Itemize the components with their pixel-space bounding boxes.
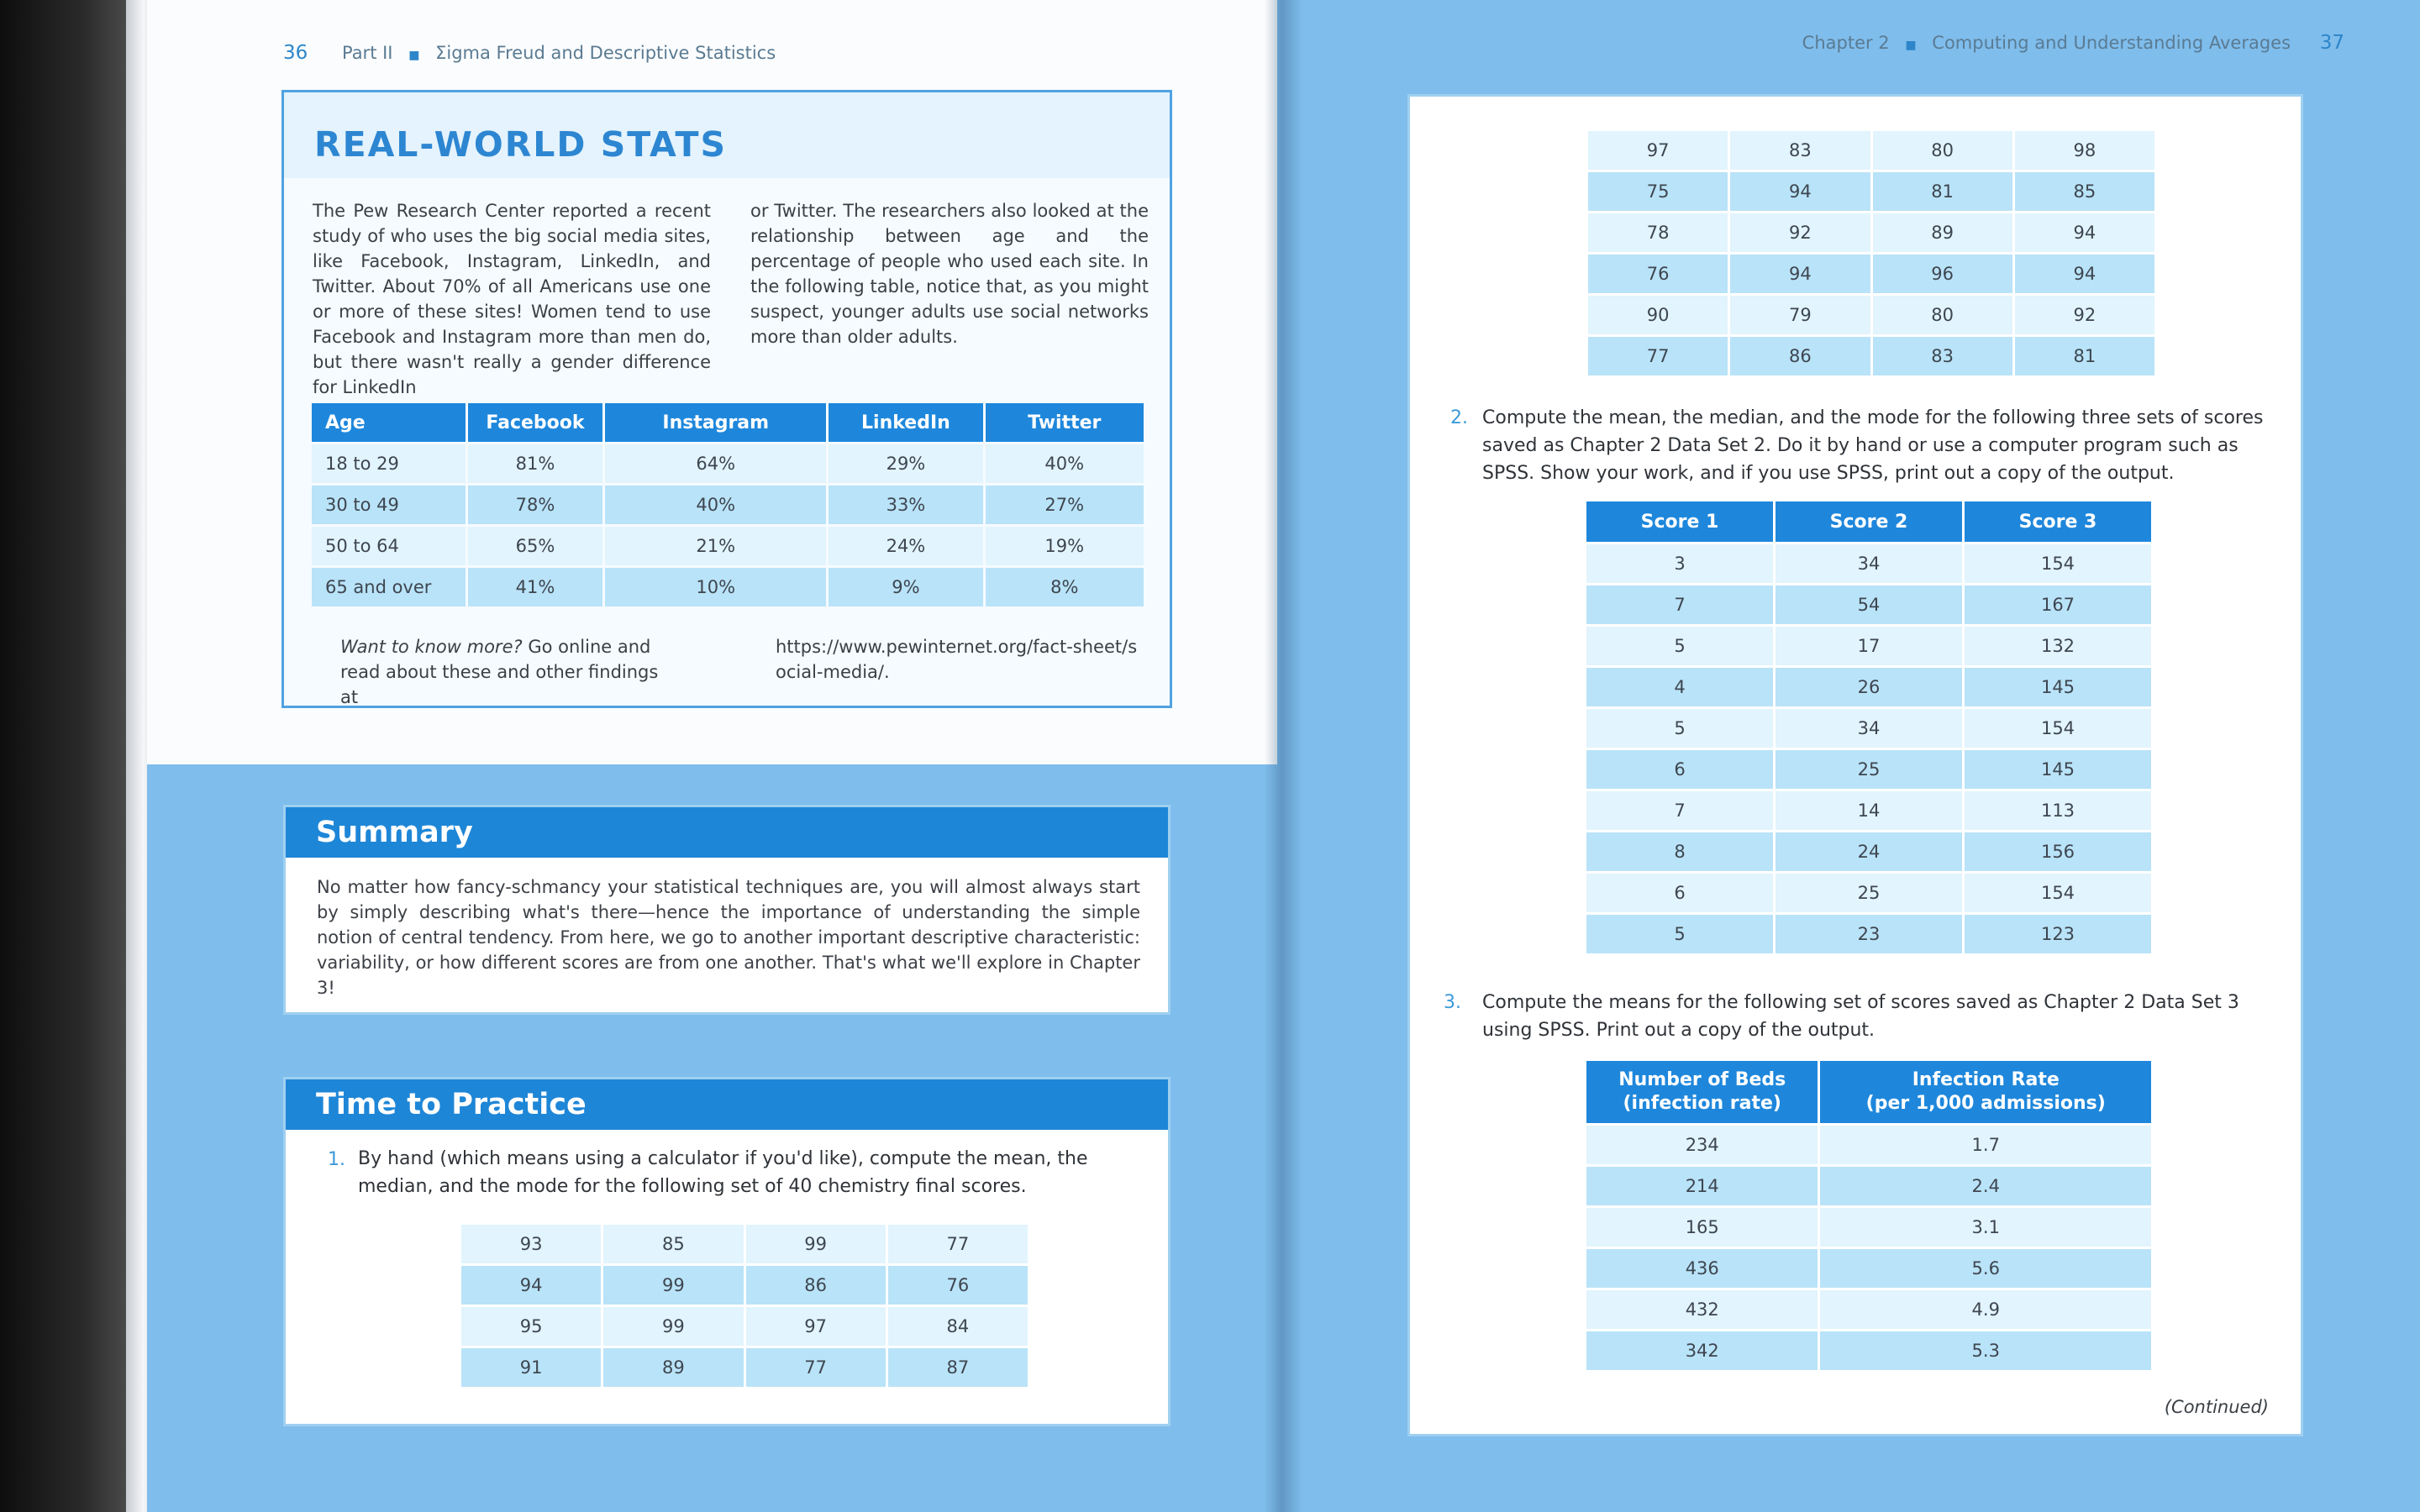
table-cell: 21% [605, 527, 826, 565]
table-cell: 86 [746, 1266, 886, 1305]
table-cell: 156 [1965, 832, 2151, 871]
table-cell: 165 [1586, 1208, 1818, 1247]
table-row [312, 444, 1144, 483]
table-cell: 145 [1965, 668, 2151, 706]
table-row [312, 527, 1144, 565]
rws-paragraph-right: or Twitter. The researchers also looked at the relationship between age and the percentage of people who used each site. In the following table, notice that, as you might suspect, younger adults use social networks more than older adults. [750, 201, 1149, 347]
table-cell: 33% [829, 486, 982, 524]
table-cell: 25 [1776, 874, 1962, 912]
table-cell: 154 [1965, 544, 2151, 583]
table-cell: 2.4 [1820, 1167, 2151, 1205]
table-row [1588, 255, 2154, 293]
col-header-infection-rate [1820, 1061, 2151, 1123]
col-header-instagram: Instagram [605, 403, 826, 442]
continued-label: (Continued) [2164, 1397, 2269, 1417]
table-cell: 80 [1873, 296, 2012, 334]
col-header-score-2: Score 2 [1776, 501, 1962, 542]
table-row [312, 568, 1144, 606]
table-cell: 18 to 29 [312, 444, 466, 483]
table-cell: 6 [1586, 874, 1773, 912]
table-cell: 77 [888, 1225, 1028, 1263]
table-cell: 91 [461, 1348, 601, 1387]
table-row [1586, 585, 2151, 624]
table-cell: 54 [1776, 585, 1962, 624]
table-cell: 4.9 [1820, 1290, 2151, 1329]
table-cell: 65 and over [312, 568, 466, 606]
left-page [147, 0, 1277, 1512]
table-cell: 26 [1776, 668, 1962, 706]
question-2-text: Compute the mean, the median, and the mode for the following three sets of scores saved as Chapter 2 Data Set 2. Do it by hand or use a computer program such as SPSS. Show your work, and if you use SPSS, print out a copy of the output. [1482, 407, 2264, 484]
table-cell: 99 [746, 1225, 886, 1263]
table-row [1586, 709, 2151, 748]
col-header-score-3: Score 3 [1965, 501, 2151, 542]
table-header-row [1586, 1061, 2151, 1123]
real-world-stats-box [281, 90, 1172, 708]
table-cell: 92 [2015, 296, 2154, 334]
table-cell: 94 [1730, 172, 1870, 211]
question-3-text: Compute the means for the following set of scores saved as Chapter 2 Data Set 3 using SPSS. Print out a copy of the output. [1482, 992, 2239, 1041]
table-cell: 34 [1776, 544, 1962, 583]
social-media-table [309, 401, 1146, 609]
table-cell: 5.6 [1820, 1249, 2151, 1288]
table-cell: 34 [1776, 709, 1962, 748]
chemistry-scores-table [459, 1222, 1030, 1389]
table-cell: 83 [1873, 337, 2012, 375]
table-cell: 78% [468, 486, 602, 524]
table-row [461, 1225, 1028, 1263]
table-cell: 98 [2015, 131, 2154, 170]
table-cell: 14 [1776, 791, 1962, 830]
table-cell: 7 [1586, 791, 1773, 830]
table-cell: 81% [468, 444, 602, 483]
table-cell: 123 [1965, 915, 2151, 953]
col-header-number-of-beds [1586, 1061, 1818, 1123]
table-cell: 432 [1586, 1290, 1818, 1329]
table-cell: 41% [468, 568, 602, 606]
table-cell: 5 [1586, 915, 1773, 953]
pew-url: https://www.pewinternet.org/fact-sheet/social-media/. [776, 637, 1138, 682]
table-row [1586, 1331, 2151, 1370]
table-cell: 99 [603, 1307, 743, 1346]
table-cell: 97 [1588, 131, 1728, 170]
table-cell: 83 [1730, 131, 1870, 170]
right-page [1277, 0, 2420, 1512]
table-cell: 29% [829, 444, 982, 483]
table-cell: 76 [1588, 255, 1728, 293]
table-cell: 89 [1873, 213, 2012, 252]
table-cell: 78 [1588, 213, 1728, 252]
table-cell: 30 to 49 [312, 486, 466, 524]
table-row [461, 1266, 1028, 1305]
part-title: Σigma Freud and Descriptive Statistics [435, 43, 776, 63]
table-cell: 86 [1730, 337, 1870, 375]
table-row [1586, 874, 2151, 912]
table-row [1588, 337, 2154, 375]
table-row [1586, 668, 2151, 706]
chapter-label: Chapter 2 [1802, 33, 1890, 53]
table-row [1586, 1208, 2151, 1247]
table-cell: 81 [2015, 337, 2154, 375]
table-cell: 85 [2015, 172, 2154, 211]
table-cell: 17 [1776, 627, 1962, 665]
table-cell: 154 [1965, 874, 2151, 912]
table-cell: 436 [1586, 1249, 1818, 1288]
table-cell: 81 [1873, 172, 2012, 211]
header-line: (per 1,000 admissions) [1865, 1093, 2106, 1114]
table-row [312, 486, 1144, 524]
book-gutter [1265, 0, 1302, 1512]
table-header-row [1586, 501, 2151, 542]
table-cell: 154 [1965, 709, 2151, 748]
table-cell: 96 [1873, 255, 2012, 293]
page-number: 36 [283, 42, 308, 64]
table-row [1586, 750, 2151, 789]
table-cell: 3 [1586, 544, 1773, 583]
table-cell: 95 [461, 1307, 601, 1346]
col-header-age: Age [312, 403, 466, 442]
summary-section [283, 805, 1171, 1015]
question-3-number: 3. [1444, 992, 1461, 1013]
table-row [1586, 627, 2151, 665]
table-cell: 94 [2015, 213, 2154, 252]
table-cell: 40% [986, 444, 1144, 483]
table-cell: 214 [1586, 1167, 1818, 1205]
time-to-practice-title: Time to Practice [286, 1079, 1168, 1130]
want-to-know-more [340, 634, 676, 710]
rws-paragraph-left: The Pew Research Center reported a recent study of who uses the big social media sites, like Facebook, Instagram, LinkedIn, and Twitter. About 70% of all Americans use one or more of these sites! Women tend to use Facebook and Instagram more than men do, but there wasn't really a gender difference for LinkedIn [313, 201, 711, 397]
table-cell: 87 [888, 1348, 1028, 1387]
table-cell: 25 [1776, 750, 1962, 789]
table-cell: 19% [986, 527, 1144, 565]
table-row [461, 1307, 1028, 1346]
table-row [1588, 131, 2154, 170]
table-cell: 85 [603, 1225, 743, 1263]
table-row [1586, 544, 2151, 583]
header-square-icon: ■ [1905, 39, 1917, 52]
table-row [1586, 791, 2151, 830]
header-square-icon: ■ [408, 49, 420, 62]
table-header-row [312, 403, 1144, 442]
want-to-know-more-text: Go online and read about these and other findings at [340, 637, 659, 707]
table-cell: 24 [1776, 832, 1962, 871]
table-cell: 77 [746, 1348, 886, 1387]
question-1-number: 1. [328, 1149, 345, 1170]
table-cell: 132 [1965, 627, 2151, 665]
table-cell: 64% [605, 444, 826, 483]
table-cell: 27% [986, 486, 1144, 524]
table-cell: 234 [1586, 1126, 1818, 1164]
table-cell: 167 [1965, 585, 2151, 624]
table-cell: 8% [986, 568, 1144, 606]
table-row [1586, 1126, 2151, 1164]
summary-title: Summary [286, 807, 1168, 858]
header-line: Number of Beds [1618, 1069, 1786, 1090]
right-page-content [1407, 94, 2303, 1436]
table-row [1586, 1290, 2151, 1329]
table-cell: 84 [888, 1307, 1028, 1346]
col-header-linkedin: LinkedIn [829, 403, 982, 442]
table-cell: 9% [829, 568, 982, 606]
table-row [1588, 213, 2154, 252]
question-2-number: 2. [1450, 407, 1468, 428]
table-cell: 77 [1588, 337, 1728, 375]
table-cell: 93 [461, 1225, 601, 1263]
beds-infection-table [1584, 1058, 2154, 1373]
table-cell: 113 [1965, 791, 2151, 830]
table-cell: 7 [1586, 585, 1773, 624]
table-cell: 80 [1873, 131, 2012, 170]
left-page-header [283, 42, 776, 64]
table-cell: 10% [605, 568, 826, 606]
table-cell: 24% [829, 527, 982, 565]
table-cell: 40% [605, 486, 826, 524]
table-cell: 94 [1730, 255, 1870, 293]
table-row [1588, 172, 2154, 211]
table-cell: 145 [1965, 750, 2151, 789]
header-line: Infection Rate [1912, 1069, 2060, 1090]
score-sets-table [1584, 499, 2154, 956]
table-cell: 97 [746, 1307, 886, 1346]
table-cell: 65% [468, 527, 602, 565]
table-cell: 23 [1776, 915, 1962, 953]
col-header-twitter: Twitter [986, 403, 1144, 442]
part-label: Part II [341, 43, 393, 63]
want-to-know-more-label: Want to know more? [340, 637, 523, 657]
table-cell: 94 [2015, 255, 2154, 293]
table-row [1588, 296, 2154, 334]
table-cell: 75 [1588, 172, 1728, 211]
right-page-header [1802, 32, 2344, 54]
table-cell: 5 [1586, 709, 1773, 748]
table-cell: 76 [888, 1266, 1028, 1305]
table-row [461, 1348, 1028, 1387]
summary-text: No matter how fancy-schmancy your statistical techniques are, you will almost always start by simply describing what's there—hence the importance of understanding the simple notion of central tendency. From here, we go to another important descriptive characteristic: variability, or how different scores are from one another. That's what we'll explore in Chapter 3! [317, 877, 1140, 998]
table-cell: 50 to 64 [312, 527, 466, 565]
col-header-score-1: Score 1 [1586, 501, 1773, 542]
table-cell: 3.1 [1820, 1208, 2151, 1247]
table-cell: 92 [1730, 213, 1870, 252]
real-world-stats-title: REAL-WORLD STATS [314, 124, 728, 165]
chemistry-scores-continued-table [1586, 129, 2157, 378]
table-cell: 1.7 [1820, 1126, 2151, 1164]
question-1-text: By hand (which means using a calculator if you'd like), compute the mean, the median, and the mode for the following set of 40 chemistry final scores. [358, 1148, 1088, 1197]
table-row [1586, 832, 2151, 871]
table-cell: 94 [461, 1266, 601, 1305]
table-cell: 99 [603, 1266, 743, 1305]
header-line: (infection rate) [1623, 1093, 1781, 1114]
table-cell: 79 [1730, 296, 1870, 334]
table-row [1586, 1167, 2151, 1205]
table-cell: 5.3 [1820, 1331, 2151, 1370]
table-cell: 342 [1586, 1331, 1818, 1370]
table-cell: 6 [1586, 750, 1773, 789]
table-cell: 90 [1588, 296, 1728, 334]
table-cell: 4 [1586, 668, 1773, 706]
time-to-practice-section [283, 1077, 1171, 1426]
table-cell: 5 [1586, 627, 1773, 665]
chapter-title: Computing and Understanding Averages [1932, 33, 2291, 53]
table-cell: 8 [1586, 832, 1773, 871]
table-row [1586, 1249, 2151, 1288]
table-cell: 89 [603, 1348, 743, 1387]
table-row [1586, 915, 2151, 953]
page-number: 37 [2319, 32, 2344, 54]
col-header-facebook: Facebook [468, 403, 602, 442]
